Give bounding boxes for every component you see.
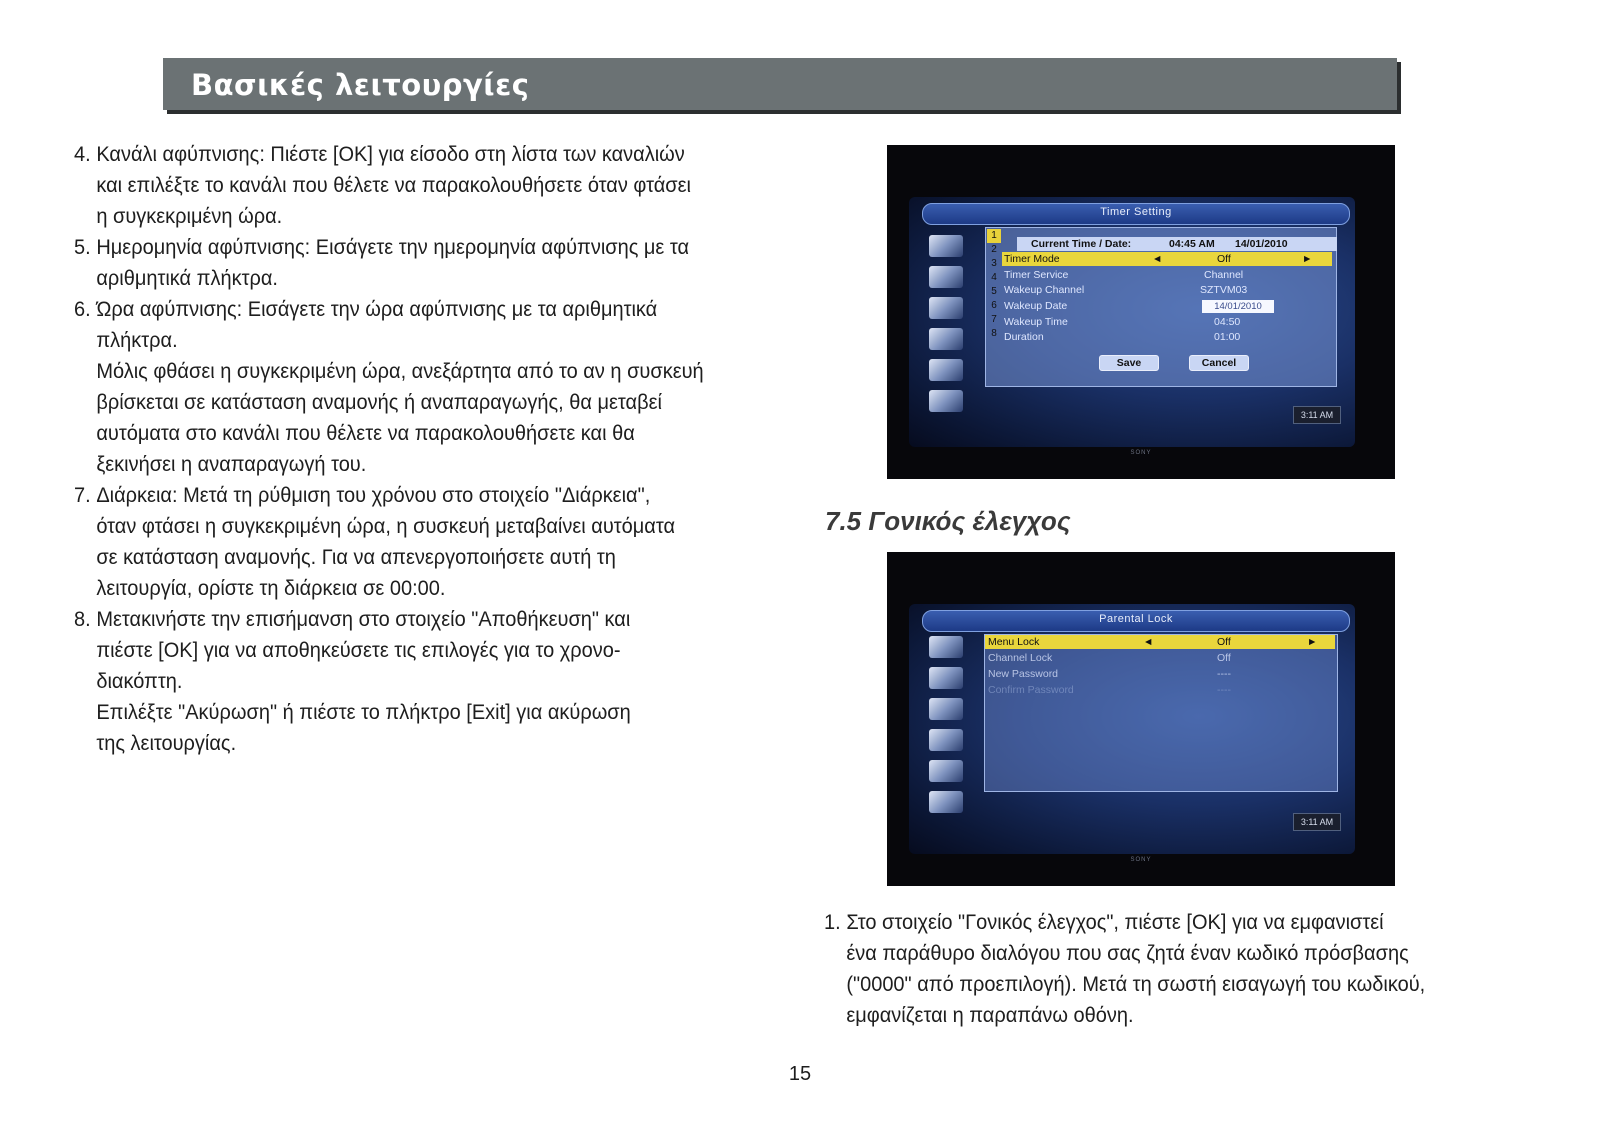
timer-service-row[interactable] (1002, 268, 1332, 282)
timer-number: 4 (991, 272, 997, 283)
clock-display: 3:11 AM (1293, 813, 1341, 831)
item-line: πιέστε [OK] για να αποθηκεύσετε τις επιλογές για το χρονο- (96, 638, 621, 662)
timer-number: 3 (991, 258, 997, 269)
section-title: Βασικές λειτουργίες (191, 68, 530, 102)
instruction-list (74, 139, 784, 759)
current-time-row (1017, 237, 1337, 251)
item-line: Ημερομηνία αφύπνισης: Εισάγετε την ημερομηνία αφύπνισης με τα (96, 235, 690, 259)
page-number: 15 (788, 1063, 812, 1085)
item-line: Διάρκεια: Μετά τη ρύθμιση του χρόνου στο στοιχείο "Διάρκεια", (96, 483, 651, 507)
arrow-right-icon: ► (1307, 636, 1318, 648)
item-line: διακόπτη. (96, 669, 183, 693)
edit-menu-icon (929, 266, 963, 288)
timer-setting-screenshot (887, 145, 1395, 479)
row-label: Wakeup Date (1004, 300, 1068, 312)
timer-number: 8 (991, 328, 997, 339)
timer-number: 1 (987, 229, 1001, 243)
wakeup-date-row[interactable] (1002, 299, 1332, 313)
item-line: Στο στοιχείο "Γονικός έλεγχος", πιέστε [OK] για να εμφανιστεί (846, 910, 1384, 934)
item-line: αριθμητικά πλήκτρα. (96, 266, 278, 290)
duration-row[interactable] (1002, 330, 1332, 344)
item-line: ("0000" από προεπιλογή). Μετά τη σωστή εισαγωγή του κωδικού, (846, 972, 1426, 996)
item-number: 4. (74, 142, 91, 166)
section-header-bar (163, 58, 1397, 110)
item-line: η συγκεκριμένη ώρα. (96, 204, 283, 228)
item-line: ένα παράθυρο διαλόγου που σας ζητά έναν κωδικό πρόσβασης (846, 941, 1409, 965)
row-label: Timer Mode (1004, 253, 1060, 265)
instruction-item (74, 232, 812, 294)
section-heading: 7.5 Γονικός έλεγχος (825, 506, 1071, 536)
save-button[interactable]: Save (1099, 355, 1159, 371)
confirm-password-row[interactable] (985, 683, 1335, 697)
timer-number: 7 (991, 314, 997, 325)
wakeup-channel-row[interactable] (1002, 283, 1332, 297)
tools-menu-icon (929, 729, 963, 751)
item-line: ξεκινήσει η αναπαραγωγή του. (96, 452, 367, 476)
media-menu-icon (929, 359, 963, 381)
new-password-row[interactable] (985, 667, 1335, 681)
row-value: Off (1217, 652, 1231, 664)
item-line: αυτόματα στο κανάλι που θέλετε να παρακολουθήσετε και θα (96, 421, 635, 445)
row-label: Wakeup Channel (1004, 284, 1085, 296)
menu-icon-column (929, 235, 973, 421)
item-line: Ώρα αφύπνισης: Εισάγετε την ώρα αφύπνισης με τα αριθμητικά (96, 297, 658, 321)
item-line: πλήκτρα. (96, 328, 178, 352)
clapper-icon (929, 791, 963, 813)
item-number: 5. (74, 235, 91, 259)
row-label: Timer Service (1004, 269, 1069, 281)
item-line: λειτουργία, ορίστε τη διάρκεια σε 00:00. (96, 576, 446, 600)
tv-brand-logo: SONY (1130, 450, 1152, 456)
item-line: σε κατάσταση αναμονής. Για να απενεργοποιήσετε αυτή τη (96, 545, 616, 569)
parental-instruction-list (824, 907, 1524, 1031)
item-line: Μετακινήστε την επισήμανση στο στοιχείο "Αποθήκευση" και (96, 607, 631, 631)
row-label: Wakeup Time (1004, 316, 1068, 328)
wakeup-date-input[interactable]: 14/01/2010 (1202, 300, 1274, 313)
clock-display: 3:11 AM (1293, 406, 1341, 424)
wakeup-time-row[interactable] (1002, 315, 1332, 329)
row-value: ---- (1217, 668, 1231, 680)
row-value: Off (1217, 636, 1231, 648)
menu-lock-row[interactable] (985, 635, 1335, 649)
instruction-item (74, 480, 812, 604)
current-time-label: Current Time / Date: (1031, 238, 1132, 250)
instruction-item (74, 139, 812, 232)
row-label: Duration (1004, 331, 1044, 343)
row-value: 04:50 (1214, 316, 1241, 328)
item-line: εμφανίζεται η παραπάνω οθόνη. (846, 1003, 1134, 1027)
timer-number-column (987, 229, 1001, 341)
item-line: Επιλέξτε "Ακύρωση" ή πιέστε το πλήκτρο [Exit] για ακύρωση (96, 700, 631, 724)
instruction-item (74, 294, 812, 480)
media-menu-icon (929, 760, 963, 782)
menu-icon-column (929, 636, 973, 822)
item-number: 1. (824, 910, 841, 934)
menu-title-band (922, 203, 1350, 225)
timer-number: 2 (991, 244, 997, 255)
item-line: όταν φτάσει η συγκεκριμένη ώρα, η συσκευή μεταβαίνει αυτόματα (96, 514, 676, 538)
row-value: Off (1217, 253, 1231, 265)
item-number: 6. (74, 297, 91, 321)
tv-brand-logo: SONY (1130, 857, 1152, 863)
timer-number: 6 (991, 300, 997, 311)
clapper-icon (929, 390, 963, 412)
current-date-value: 14/01/2010 (1235, 238, 1288, 250)
tv-menu-icon (929, 636, 963, 658)
item-line: βρίσκεται σε κατάσταση αναμονής ή αναπαραγωγής, θα μεταβεί (96, 390, 662, 414)
menu-title-band (922, 610, 1350, 632)
row-label: Channel Lock (988, 652, 1053, 664)
current-time-value: 04:45 AM (1169, 238, 1215, 250)
arrow-right-icon: ► (1302, 253, 1313, 265)
item-number: 7. (74, 483, 91, 507)
arrow-left-icon: ◄ (1143, 636, 1154, 648)
item-number: 8. (74, 607, 91, 631)
edit-menu-icon (929, 667, 963, 689)
settings-gear-icon (929, 698, 963, 720)
row-label: Menu Lock (988, 636, 1040, 648)
cancel-button[interactable]: Cancel (1189, 355, 1249, 371)
parental-lock-screenshot (887, 552, 1395, 886)
instruction-item (824, 907, 1562, 1031)
row-value: ---- (1217, 684, 1231, 696)
item-line: της λειτουργίας. (96, 731, 237, 755)
row-value: SZTVM03 (1200, 284, 1248, 296)
item-line: Κανάλι αφύπνισης: Πιέστε [OK] για είσοδο στη λίστα των καναλιών (96, 142, 685, 166)
tools-menu-icon (929, 328, 963, 350)
channel-lock-row[interactable] (985, 651, 1335, 665)
tv-menu-icon (929, 235, 963, 257)
row-value: Channel (1204, 269, 1244, 281)
row-label: New Password (988, 668, 1059, 680)
timer-mode-row[interactable] (1002, 252, 1332, 266)
menu-title: Parental Lock (1099, 613, 1173, 625)
timer-number: 5 (991, 286, 997, 297)
row-value: 01:00 (1214, 331, 1241, 343)
item-line: και επιλέξτε το κανάλι που θέλετε να παρακολουθήσετε όταν φτάσει (96, 173, 691, 197)
row-label: Confirm Password (988, 684, 1074, 696)
settings-gear-icon (929, 297, 963, 319)
item-line: Μόλις φθάσει η συγκεκριμένη ώρα, ανεξάρτητα από το αν η συσκευή (96, 359, 704, 383)
arrow-left-icon: ◄ (1152, 253, 1163, 265)
menu-title: Timer Setting (1100, 206, 1172, 218)
instruction-item (74, 604, 812, 759)
